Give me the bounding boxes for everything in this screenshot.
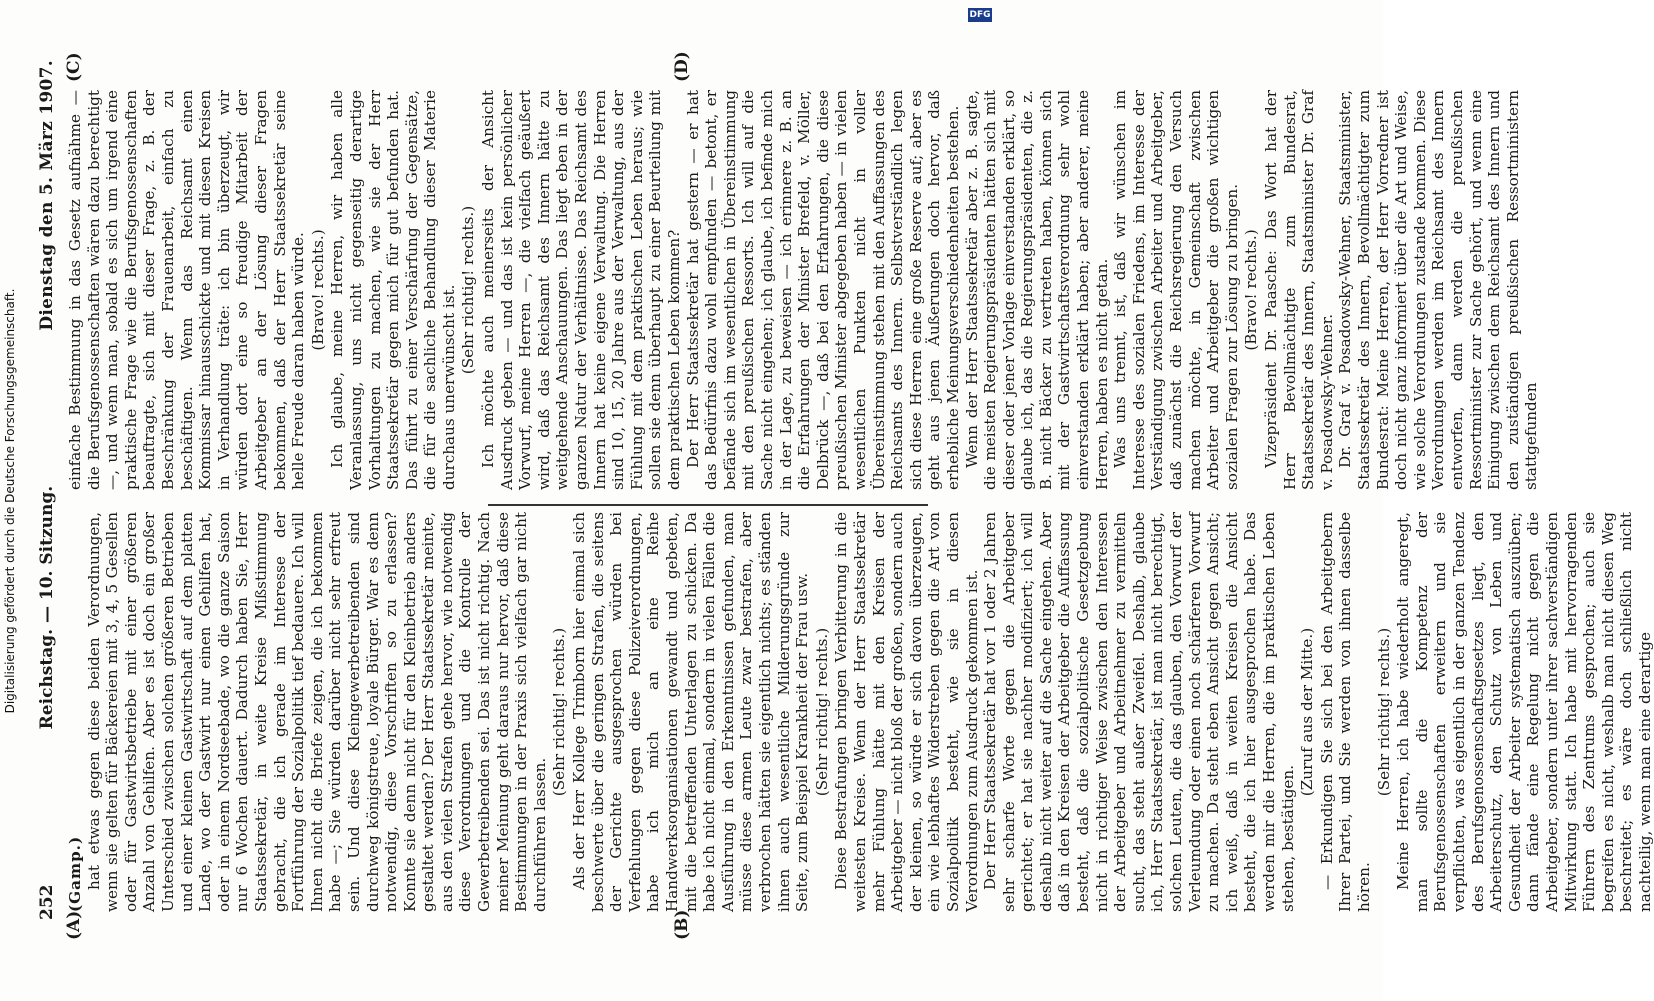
right-column-paragraph: einfache Bestimmung in das Gesetz aufnähme — die Berufsgenossenschaften wären dazu berechtigt —, und wenn man, sobald es sich um irgend eine praktische Frage wie die Berufsgenossenschaften beauftragte, sich mit dieser Frage, z. B. der Beschränkung der Frauenarbeit, einfach zu beschäftigen. Wenn das Reichsamt einen Kommissar hinausschickte und mit diesen Kreisen in Verhandlung träte: ich bin überzeugt, wir würden dort eine so freudige Mitarbeit der Arbeitgeber an der Lösung dieser Fragen bekommen, daß der Herr Staatssekretär seine helle Freude daran haben würde. xyxy=(66,90,308,490)
right-column-paragraph: Ich glaube, meine Herren, wir haben alle Veranlassung, uns nicht gegenseitig derartige Vorhaltungen zu machen, wie sie der Herr Staatssekretär gegen mich für gut befunden hat. Das führt zu einer Verschärfung der Gegensätze, die für die sachliche Behandlung dieser Materie durchaus unerwünscht ist. xyxy=(328,90,458,490)
right-column-paragraph: Vizepräsident Dr. Paasche: Das Wort hat der Herr Bevollmächtigte zum Bundesrat, Staatssekretär des Innern, Staatsminister Dr. Graf v. Posadowsky-Wehner. xyxy=(1262,90,1336,490)
right-column-paragraph: Wenn der Herr Staatssekretär aber z. B. sagte, die meisten Regierungspräsidenten hätten sich mit dieser oder jener Vorlage einverstanden erklärt, so glaube ich, das die Regierungspräsidenten, die z. B. nicht Bäcker zu vertreten haben, können sich mit der Gastwirtschaftsverordnung sehr wohl einverstanden erklärt haben; aber anderer, meine Herren, haben es nicht getan. xyxy=(962,90,1111,490)
left-column-paragraph: Der Herr Staatssekretär hat vor 1 oder 2 Jahren sehr scharfe Worte gegen die Arbeitgeber gerichtet; er hat sie nachher modifiziert; ich will deshalb nicht weiter auf die Sache eingehen. Aber daß in den Kreisen der Arbeitgeber die Auffassung besteht, daß die sozialpolitische Gesetzgebung nicht in richtiger Weise zwischen den Interessen der Arbeitgeber und Arbeitnehmer zu vermitteln sucht, das steht außer Zweifel. Deshalb, glaube ich, Herr Staatssekretär, ist man nicht berechtigt, solchen Leuten, die das glauben, den Vorwurf der Verleumdung oder einen noch schärferen Vorwurf zu machen. Da steht eben Ansicht gegen Ansicht; ich weiß, daß in weiten Kreisen die Ansicht besteht, die ich hier ausgesprochen habe. Das werden mir die Herren, die im praktischen Leben stehen, bestätigen. xyxy=(981,512,1297,912)
left-column-speaker-label: (Gamp.) xyxy=(66,835,84,912)
footer-text: Digitalisierung gefördert durch die Deutsche Forschungsgemeinschaft. xyxy=(3,288,17,714)
right-column-paragraph: Dr. Graf v. Posadowsky-Wehner, Staatsminister, Staatssekretär des Innern, Bevollmächtigter zum Bundesrat: Meine Herren, der Herr Vorredner ist doch nicht ganz informiert über die Art und Weise, wie solche Verordnungen zustande kommen. Diese Verordnungen werden im Reichsamt des Innern entworfen, dann werden die preußischen Ressortminister zur Sache gehört, und wenn eine Einigung zwischen dem Reichsamt des Innern und den zuständigen preußischen Ressortministern stattgefunden xyxy=(1336,90,1541,490)
dfg-logo: DFG xyxy=(969,10,991,20)
left-column-paragraph: hat etwas gegen diese beiden Verordnungen, wenn sie gelten für Bäckereien mit 3, 4, 5 Gesellen oder für Gastwirtsbetriebe mit einer größeren Anzahl von Gehilfen. Aber es ist doch ein großer Unterschied zwischen solchen größeren Betrieben und einer kleinen Gastwirtschaft auf dem platten Lande, wo der Gastwirt nur einen Gehilfen hat, oder in einem Nordseebade, wo die ganze Saison nur 6 Wochen dauert. Dadurch haben Sie, Herr Staatssekretär, in weite Kreise Mißstimmung gebracht, die ich gerade im Interesse der Fortführung der Sozialpolitik tief bedauere. Ich will Ihnen nicht die Briefe zeigen, die ich bekommen habe —; Sie würden darüber nicht sehr erfreut sein. Und diese Kleingewerbetreibenden sind durchweg königstreue, loyale Bürger. War es denn notwendig, diese Vorschriften so zu erlassen? Konnte sie denn nicht für den Kleinbetrieb anders gestaltet werden? Der Herr Staatssekretär meinte, aus den vielen Strafen gehe hervor, wie notwendig diese Verordnungen und die Kontrolle der Gewerbetreibenden sei. Das ist nicht richtig. Nach meiner Meinung geht daraus nur hervor, daß diese Bestimmungen in der Praxis sich vielfach gar nicht durchführen lassen. xyxy=(84,512,549,912)
margin-mark-d: (D) xyxy=(672,51,692,82)
left-column-paragraph: Als der Herr Kollege Trimborn hier einmal sich beschwerte über die geringen Strafen, die seitens der Gerichte ausgesprochen würden bei Verfehlungen gegen diese Polizeiverordnungen, habe ich mich an eine Reihe Handwerksorganisationen gewandt und gebeten, mit die betreffenden Unterlagen zu schicken. Da habe ich nicht einmal, sondern in vielen Fällen die Ausführung in den Erkenntnissen gefunden, man müsse diese armen Leute zwar bestrafen, aber verbrochen hätten sie eigentlich nichts; es ständen ihnen auch wesentliche Milderungsgründe zur Seite, zum Beispiel Krankheit der Frau usw. xyxy=(570,512,812,912)
page-date: Dienstag den 5. März 1907. xyxy=(37,60,57,331)
right-column-interjection: (Bravo! rechts.) xyxy=(308,229,327,351)
left-column-interjection: (Sehr richtig! rechts.) xyxy=(550,627,569,797)
left-column-interjection: (Sehr richtig! rechts.) xyxy=(1374,627,1393,797)
margin-mark-b: (B) xyxy=(672,909,692,940)
page-header xyxy=(34,60,60,920)
left-column-interjection: (Sehr richtig! rechts.) xyxy=(812,627,831,797)
right-column-interjection: (Bravo! rechts.) xyxy=(1242,229,1261,351)
left-column-paragraph: Diese Bestrafungen bringen Verbitterung in die weitesten Kreise. Wenn der Herr Staatssekretär mehr Fühlung hätte mit den Kreisen der Arbeitgeber — nicht bloß der großen, sondern auch der kleinen, so würde er sich davon überzeugen, ein wie lebhaftes Widerstreben gegen die Art von Sozialpolitik besteht, wie sie in diesen Verordnungen zum Ausdruck gekommen ist. xyxy=(832,512,981,912)
footer-credit xyxy=(3,1,17,1001)
margin-mark-a: (A) xyxy=(64,910,84,940)
page-title: Reichstag. — 10. Sitzung. xyxy=(37,485,57,730)
left-column-paragraph: — Erkundigen Sie sich bei den Arbeitgebern Ihrer Partei, und Sie werden von ihnen dasselbe hören. xyxy=(1317,512,1373,912)
right-column-paragraph: Der Herr Staatssekretär hat gestern — er hat das Bedürfnis dazu wohl empfunden — betont, er befände sich im wesentlichen in Übereinstimmung mit den preußischen Ressorts. Ich will auf die Sache nicht eingehen; ich glaube, ich befinde mich in der Lage, zu beweisen — ich erinnere z. B. an die Erfahrungen der Minister Brefeld, v. Möller, Delbrück —, daß bei den Erfahrungen, die diese preußischen Minister abgegeben haben — in vielen wesentlichen Punkten nicht in voller Übereinstimmung stehen mit den Auffassungen des Reichsamts des Innern. Selbstverständlich legen sich diese Herren eine große Reserve auf; aber es geht aus jenen Äußerungen doch hervor, daß erhebliche Meinungsverschiedenheiten bestehen. xyxy=(683,90,962,490)
right-column xyxy=(66,90,1541,490)
margin-mark-c: (C) xyxy=(64,52,84,82)
page-number: 252 xyxy=(37,884,57,920)
right-column-paragraph: Ich möchte auch meinerseits der Ansicht Ausdruck geben — und das ist kein persönlicher Vorwurf, meine Herren —, die vielfach geäußert wird, daß das Reichsamt des Innern hätte zu weitgehende Anschauungen. Das liegt eben in der ganzen Natur der Verhältnisse. Das Reichsamt des Innern hat keine eigene Verwaltung. Die Herren sind 10, 15, 20 Jahre aus der Verwaltung, aus der Fühlung mit dem praktischen Leben heraus; wie sollen sie denn überhaupt zu einer Beurteilung mit dem praktischen Leben kommen? xyxy=(479,90,683,490)
left-column-paragraph: Meine Herren, ich habe wiederholt angeregt, man sollte die Kompetenz der Berufsgenossenschaften erweitern und sie verpflichten, was eigentlich in der ganzen Tendenz des Berufsgenossenschaftsgesetzes liegt, den Arbeiterschutz, den Schutz von Leben und Gesundheit der Arbeiter systematisch auszuüben; dann fände eine Regelung nicht gegen die Arbeitgeber, sondern unter ihrer sachverständigen Mitwirkung statt. Ich habe mit hervorragenden Führern des Zentrums gesprochen; auch sie begreifen es nicht, weshalb man nicht diesen Weg beschreitet; es wäre doch schließlich nicht nachteilig, wenn man eine derartige xyxy=(1394,512,1654,912)
left-column-interjection: (Zuruf aus der Mitte.) xyxy=(1298,627,1317,797)
column-divider xyxy=(488,504,928,506)
right-column-paragraph: Was uns trennt, ist, daß wir wünschen im Interesse des sozialen Friedens, im Interesse der Verständigung zwischen Arbeiter und Arbeitgeber, daß zunächst die Reichsregierung den Versuch machen möchte, in Gemeinschaft zwischen Arbeiter und Arbeitgeber die großen wichtigen sozialen Fragen zur Lösung zu bringen. xyxy=(1111,90,1241,490)
left-column xyxy=(66,512,1654,912)
right-column-interjection: (Sehr richtig! rechts.) xyxy=(459,205,478,375)
